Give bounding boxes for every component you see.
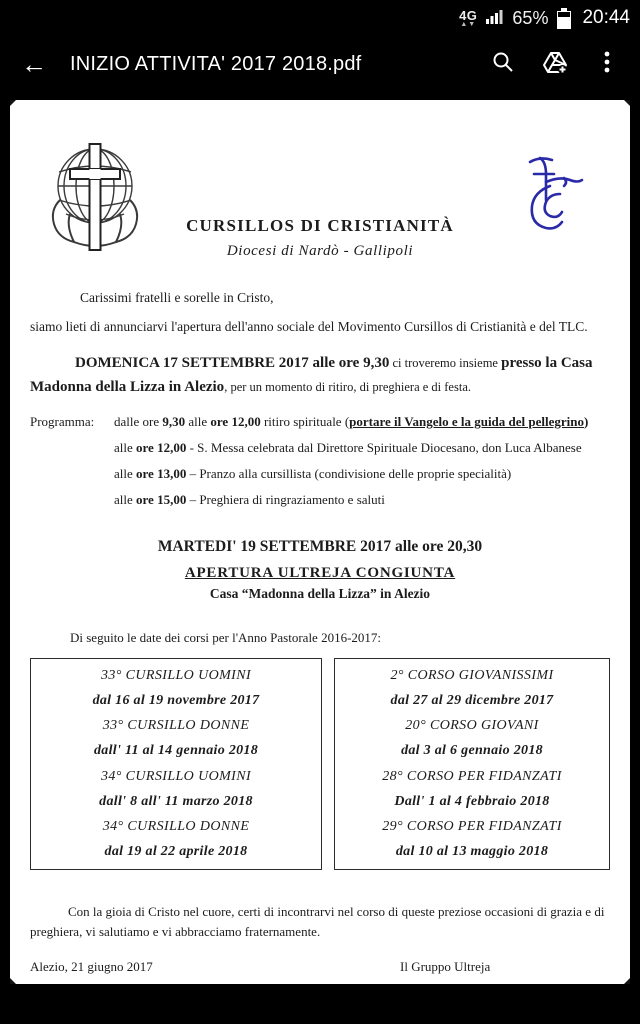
text-segment: alle (114, 440, 137, 455)
text-segment: dalle ore (114, 414, 163, 429)
text-segment: ritiro spirituale ( (260, 414, 350, 429)
signature: Il Gruppo Ultreja (400, 959, 491, 975)
text-segment: ) (584, 414, 589, 429)
course-dates-intro: Di seguito le date dei corsi per l'Anno Pastorale 2016-2017: (70, 630, 382, 645)
place-date: Alezio, 21 giugno 2017 (30, 959, 153, 975)
app-bar (0, 36, 640, 92)
course-name: 2° CORSO GIOVANISSIMI (390, 667, 554, 683)
course-date: dall' 11 al 14 gennaio 2018 (93, 743, 259, 759)
data-activity-arrows-icon: ▲▼ (460, 20, 477, 28)
bottom-letterbox (0, 984, 640, 1024)
status-bar (0, 0, 640, 36)
apertura-location: Casa “Madonna della Lizza” in Alezio (209, 586, 431, 601)
text-segment: presso la Casa Madonna della Lizza in Alezio (30, 355, 593, 395)
text-segment: 9,30 (162, 414, 186, 429)
page-corner-mark (10, 100, 16, 106)
org-title: CURSILLOS DI CRISTIANITÀ (186, 216, 454, 235)
overflow-menu-icon (604, 50, 610, 79)
add-to-drive-button[interactable] (534, 43, 576, 85)
course-name: 20° CORSO GIOVANI (405, 718, 539, 734)
course-date: dal 19 al 22 aprile 2018 (104, 844, 248, 860)
closing-paragraph: Con la gioia di Cristo nel cuore, certi di incontrarvi nel corso di queste preziose occasioni di grazia e di preghiera, vi salutiamo e vi abbracciamo fraternamente. (30, 904, 605, 940)
course-name: 34° CURSILLO DONNE (102, 819, 250, 835)
back-button[interactable] (12, 42, 56, 86)
text-segment: , per un momento di ritiro, di preghiera e di festa. (224, 380, 471, 394)
course-schedule-tables (30, 658, 610, 870)
course-date: dall' 8 all' 11 marzo 2018 (99, 793, 253, 809)
text-segment: ore 15,00 (136, 492, 187, 507)
text-segment: - S. Messa celebrata dal Direttore Spirituale Diocesano, don Luca Albanese (186, 440, 582, 455)
course-date: dal 10 al 13 maggio 2018 (395, 844, 549, 860)
text-segment: alle (114, 492, 137, 507)
tuesday-event-title: MARTEDI' 19 SETTEMBRE 2017 alle ore 20,30 (157, 538, 483, 555)
overflow-menu-button[interactable] (586, 43, 628, 85)
text-segment: alle (114, 466, 137, 481)
text-segment: ci troveremo insieme (389, 356, 502, 370)
program-line (114, 466, 610, 482)
cursillo-courses-table (30, 658, 322, 870)
text-segment: ore 12,00 (136, 440, 187, 455)
text-segment: – Pranzo alla cursillista (condivisione delle proprie specialità) (186, 466, 512, 481)
course-date: dal 16 al 19 novembre 2017 (92, 692, 260, 708)
program-section (30, 414, 610, 518)
text-segment: portare il Vangelo e la guida del pellegrino (349, 414, 585, 429)
course-date: dal 3 al 6 gennaio 2018 (401, 743, 543, 759)
place-date-signature-row (30, 959, 610, 977)
network-type-indicator (459, 9, 477, 28)
signal-strength-icon (486, 8, 503, 29)
search-button[interactable] (482, 43, 524, 85)
sunday-event-paragraph (30, 351, 610, 399)
corso-courses-table (334, 658, 610, 870)
course-name: 34° CURSILLO UOMINI (100, 768, 252, 784)
network-type-label: 4G (459, 7, 478, 23)
course-date: Dall' 1 al 4 febbraio 2018 (394, 793, 550, 809)
course-date: dal 27 al 29 dicembre 2017 (390, 692, 554, 708)
text-segment: ore 12,00 (210, 414, 261, 429)
course-name: 33° CURSILLO DONNE (102, 718, 250, 734)
program-label: Programma: (30, 414, 95, 429)
page-corner-mark (624, 100, 630, 106)
org-subtitle: Diocesi di Nardò - Gallipoli (226, 243, 414, 259)
course-name: 29° CORSO PER FIDANZATI (382, 819, 562, 835)
text-segment: DOMENICA 17 SETTEMBRE 2017 alle ore 9,30 (75, 355, 390, 371)
text-segment: ore 13,00 (136, 466, 187, 481)
text-segment: – Preghiera di ringraziamento e saluti (186, 492, 385, 507)
search-icon (491, 50, 515, 79)
document-header (30, 138, 610, 260)
course-name: 28° CORSO PER FIDANZATI (382, 768, 562, 784)
text-segment: alle (185, 414, 211, 429)
program-line (114, 440, 610, 456)
document-title: INIZIO ATTIVITA' 2017 2018.pdf (70, 52, 362, 75)
apertura-title: APERTURA ULTREJA CONGIUNTA (184, 565, 456, 581)
pdf-page[interactable] (10, 100, 630, 984)
battery-percent: 65% (512, 7, 549, 28)
course-name: 33° CURSILLO UOMINI (100, 667, 252, 683)
clock: 20:44 (582, 7, 630, 28)
program-line (114, 492, 610, 508)
back-arrow-icon: ← (21, 48, 47, 79)
salutation: Carissimi fratelli e sorelle in Cristo, (80, 290, 274, 305)
battery-icon (557, 8, 571, 29)
add-to-drive-icon (542, 50, 568, 79)
intro-paragraph: siamo lieti di annunciarvi l'apertura dell'anno sociale del Movimento Cursillos di Cristianità e del TLC. (30, 319, 588, 334)
program-line (114, 414, 610, 430)
